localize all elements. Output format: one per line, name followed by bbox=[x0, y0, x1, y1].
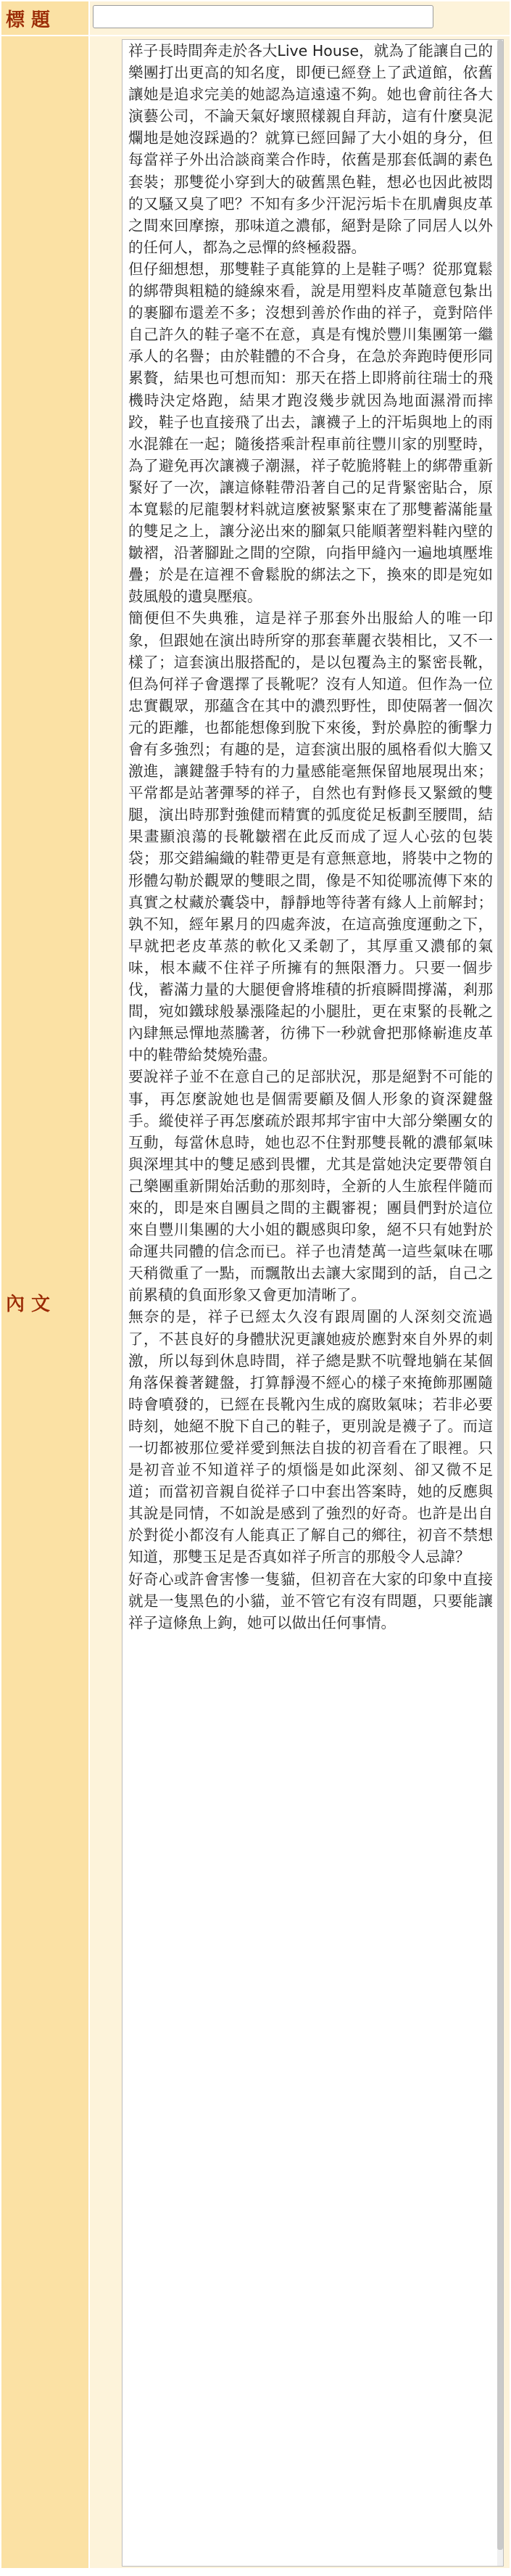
title-label: 標 題 bbox=[1, 1, 88, 35]
content-paragraph: 祥子長時間奔走於各大Live House，就為了能讓自己的樂團打出更高的知名度，即便已經登上了武道館，依舊讓她是追求完美的她認為這遠遠不夠。她也會前往各大演藝公司，不論天氣好壞照樣親自拜訪，這有什麼臭泥爛地是她沒踩過的？就算已經回歸了大小姐的身分，但每當祥子外出洽談商業合作時，依舊是那套低調的素色套裝；那雙從小穿到大的破舊黑色鞋，想必也因此被悶的又騷又臭了吧？不知有多少汗泥污垢卡在肌膚與皮革之間來回摩擦，那味道之濃郁，絕對是除了同居人以外的任何人，都為之忌憚的終極殺器。 bbox=[128, 42, 493, 256]
content-row bbox=[1, 36, 510, 2568]
title-field-cell bbox=[90, 1, 510, 35]
content-textarea[interactable] bbox=[122, 39, 504, 2567]
title-row bbox=[1, 1, 510, 35]
content-paragraph: 簡便但不失典雅，這是祥子那套外出服給人的唯一印象，但跟她在演出時所穿的那套華麗衣裝相比，又不一樣了；這套演出服搭配的，是以包覆為主的緊密長靴，但為何祥子會選擇了長靴呢？沒有人知道。但作為一位忠實觀眾，那蘊含在其中的濃烈野性，即使隔著一個次元的距離，也都能想像到脫下來後，對於鼻腔的衝擊力會有多強烈；有趣的是，這套演出服的風格看似大膽又激進，讓鍵盤手特有的力量感能毫無保留地展現出來；平常都是站著彈琴的祥子，自然也有對修長又緊緻的雙腿，演出時那對強健而精實的弧度從足板劃至腰間，結果畫顯浪蕩的長靴皺褶在此反而成了逗人心弦的包裝袋；那交錯編織的鞋帶更是有意無意地，將裝中之物的形體勾勒於觀眾的雙眼之間，像是不知從哪流傳下來的真實之杖藏於囊袋中，靜靜地等待著有緣人上前解封；孰不知，經年累月的四處奔波，在這高強度運動之下，早就把老皮革蒸的軟化又柔韌了，其厚重又濃郁的氣味，根本藏不住祥子所擁有的無限潛力。只要一個步伐，蓄滿力量的大腿便會將堆積的折痕瞬間撐滿，剎那間，宛如鐵球般暴漲隆起的小腿肚，更在束緊的長靴之內肆無忌憚地蒸騰著，彷彿下一秒就會把那條嶄進皮革中的鞋帶給焚燒殆盡。 bbox=[128, 609, 493, 1064]
content-field-cell bbox=[90, 36, 510, 2568]
title-input[interactable] bbox=[93, 5, 433, 28]
content-label: 內 文 bbox=[1, 36, 88, 2568]
content-paragraph: 好奇心或許會害慘一隻貓，但初音在大家的印象中直接就是一隻黑色的小貓，並不管它有沒有問題，只要能讓祥子這條魚上鉤，她可以做出任何事情。 bbox=[128, 1570, 493, 1631]
content-paragraph: 要說祥子並不在意自己的足部狀況，那是絕對不可能的事，再怎麼說她也是個需要顧及個人形象的資深鍵盤手。縱使祥子再怎麼疏於跟邦邦宇宙中大部分樂團女的互動，每當休息時，她也忍不住對那雙長靴的濃郁氣味與深埋其中的雙足感到畏懼，尤其是當她決定要帶領自己樂團重新開始活動的那刻時，全新的人生旅程伴隨而來的，即是來自團員之間的主觀審視；團員們對於這位來自豐川集團的大小姐的觀感與印象，絕不只有她對於命運共同體的信念而已。祥子也清楚萬一這些氣味在哪天稍微重了一點，而飄散出去讓大家聞到的話，自己之前累積的負面形象又會更加清晰了。 bbox=[128, 1068, 493, 1304]
scrollbar-thumb[interactable] bbox=[497, 40, 503, 2550]
content-paragraph: 但仔細想想，那雙鞋子真能算的上是鞋子嗎？從那寬鬆的綁帶與粗糙的縫線來看，說是用塑料皮革隨意包紮出的裹腳布還差不多；沒想到善於作曲的祥子，竟對陪伴自己許久的鞋子毫不在意，真是有愧於豐川集團第一繼承人的名譽；由於鞋體的不合身，在急於奔跑時便形同累贅，結果也可想而知：那天在搭上即將前往瑞士的飛機時決定烙跑，結果才跑沒幾步就因為地面濕滑而摔跤，鞋子也直接飛了出去，讓襪子上的汗垢與地上的雨水混雜在一起；隨後搭乘計程車前往豐川家的別墅時，為了避免再次讓襪子潮濕，祥子乾脆將鞋上的綁帶重新緊好了一次，讓這條鞋帶沿著自己的足背緊密貼合，原本寬鬆的尼龍製材料就這麼被緊緊束在了那雙蓄滿能量的雙足之上，讓分泌出來的腳氣只能順著塑料鞋內壁的皺褶，沿著腳趾之間的空隙，向指甲縫內一遍地填壓堆疊；於是在這裡不會鬆脫的綁法之下，換來的即是宛如鼓風般的遺臭壓痕。 bbox=[128, 260, 493, 606]
content-paragraph: 無奈的是，祥子已經太久沒有跟周圍的人深刻交流過了，不甚良好的身體狀況更讓她疲於應對來自外界的刺激，所以每到休息時間，祥子總是默不吭聲地躺在某個角落保養著鍵盤，打算靜漫不經心的樣子來掩飾那團隨時會噴發的，已經在長靴內生成的腐敗氣味；若非必要時刻，她絕不脫下自己的鞋子，更別說是襪子了。而這一切都被那位愛祥愛到無法自拔的初音看在了眼裡。只是初音並不知道祥子的煩惱是如此深刻、卻又微不足道；而當初音親自從祥子口中套出答案時，她的反應與其說是同情，不如說是感到了強烈的好奇。也許是出自於對從小都沒有人能真正了解自己的鄉往，初音不禁想知道，那雙玉足是否真如祥子所言的那般令人忌諱？ bbox=[128, 1308, 493, 1566]
scrollbar-track[interactable] bbox=[497, 40, 503, 2566]
